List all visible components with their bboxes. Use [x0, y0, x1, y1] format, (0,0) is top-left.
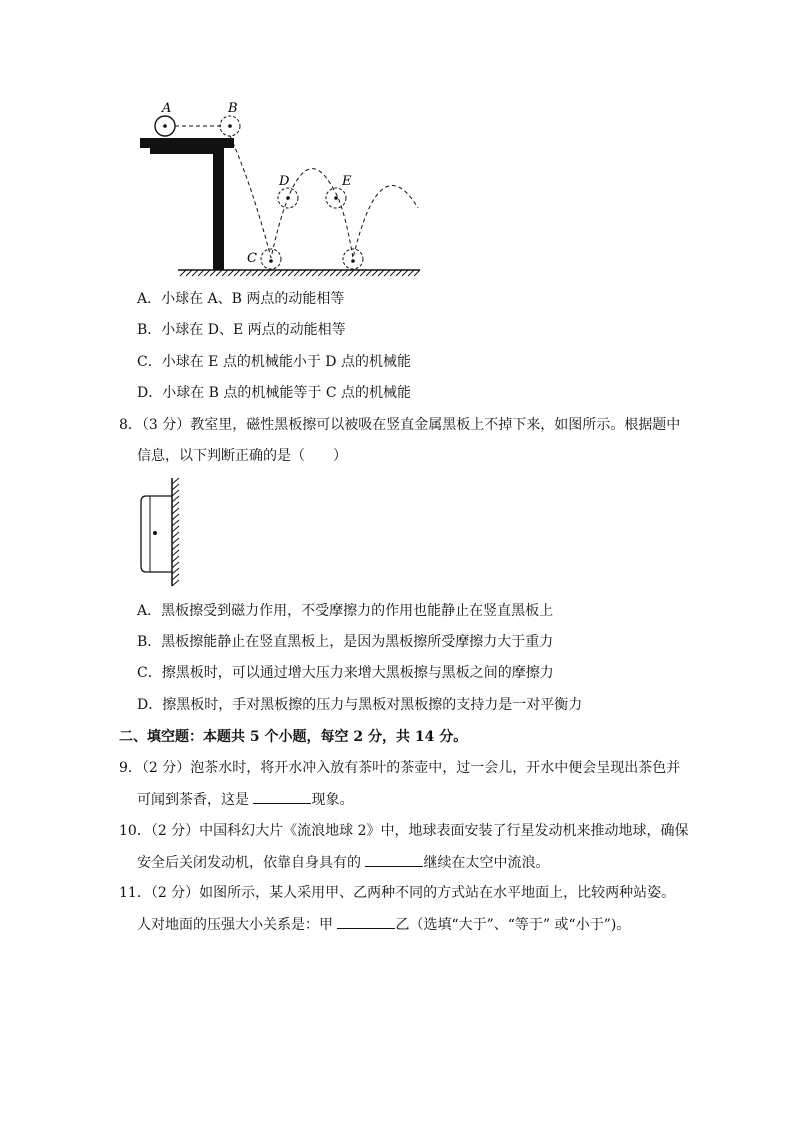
ball-a-center [163, 124, 167, 128]
ball-e-center [334, 196, 338, 200]
ball-c-center [269, 259, 273, 263]
label-c: C [247, 251, 257, 266]
board-hatching [172, 478, 179, 586]
q8-stem-line2: 信息，以下判断正确的是（ ） [137, 448, 347, 464]
ball-b-center [228, 124, 232, 128]
q8-option-b: B．黑板擦能静止在竖直黑板上，是因为黑板擦所受摩擦力大于重力 [137, 634, 554, 650]
q8-option-a: A．黑板擦受到磁力作用，不受摩擦力的作用也能静止在竖直黑板上 [137, 603, 554, 619]
q9-line2 [137, 789, 353, 810]
q10-answer-blank[interactable] [365, 852, 423, 867]
ball-c [261, 249, 281, 269]
q9-line2-pre: 可闻到茶香，这是 [137, 792, 254, 808]
q11-answer-blank[interactable] [337, 914, 395, 929]
q11-line2-pre: 人对地面的压强大小关系是：甲 [137, 917, 338, 933]
section2-heading: 二、填空题：本题共 5 个小题，每空 2 分，共 14 分。 [119, 729, 468, 745]
q8-option-c: C．擦黑板时，可以通过增大压力来增大黑板擦与黑板之间的摩擦力 [137, 665, 554, 681]
q8-stem-line1: 8．（3 分）教室里，磁性黑板擦可以被吸在竖直金属黑板上不掉下来，如图所示。根据题中 [119, 417, 681, 433]
ball-second-bounce-center [351, 259, 355, 263]
table-top-lower [150, 148, 224, 154]
ball-second-bounce [343, 249, 363, 269]
q10-line2 [137, 852, 549, 873]
q10-line2-post: 继续在太空中流浪。 [423, 855, 550, 871]
q10-line1: 10．（2 分）中国科幻大片《流浪地球 2》中，地球表面安装了行星发动机来推动地球，确保 [119, 823, 689, 839]
q7-option-a: A．小球在 A、B 两点的动能相等 [137, 291, 345, 307]
q11-line2 [137, 914, 630, 935]
q7-option-b: B．小球在 D、E 两点的动能相等 [137, 322, 346, 338]
ball-d-center [286, 196, 290, 200]
ground-hatching [180, 270, 420, 276]
q7-option-c: C．小球在 E 点的机械能小于 D 点的机械能 [137, 354, 411, 370]
label-a: A [162, 101, 172, 116]
eraser-on-board-figure [138, 476, 188, 588]
q9-line1: 9．（2 分）泡茶水时，将开水冲入放有茶叶的茶壶中，过一会儿，开水中便会呈现出茶色并 [119, 760, 681, 776]
q11-line1: 11．（2 分）如图所示，某人采用甲、乙两种不同的方式站在水平地面上，比较两种站姿。 [119, 885, 676, 901]
q7-option-d: D．小球在 B 点的机械能等于 C 点的机械能 [137, 385, 412, 401]
q8-option-d: D．擦黑板时，手对黑板擦的压力与黑板对黑板擦的支持力是一对平衡力 [137, 697, 583, 713]
label-b: B [228, 101, 238, 116]
label-e: E [342, 174, 352, 189]
q9-answer-blank[interactable] [253, 789, 311, 804]
table-top [140, 138, 234, 148]
label-d: D [279, 174, 290, 189]
eraser-center-dot [153, 531, 157, 535]
q10-line2-pre: 安全后关闭发动机，依靠自身具有的 [137, 855, 366, 871]
q9-line2-post: 现象。 [311, 792, 354, 808]
bouncing-ball-figure [130, 95, 430, 285]
trajectory [230, 136, 418, 258]
table-leg [213, 154, 224, 270]
q11-line2-post: 乙（选填“大于”、“等于” 或“小于”)。 [395, 917, 631, 933]
